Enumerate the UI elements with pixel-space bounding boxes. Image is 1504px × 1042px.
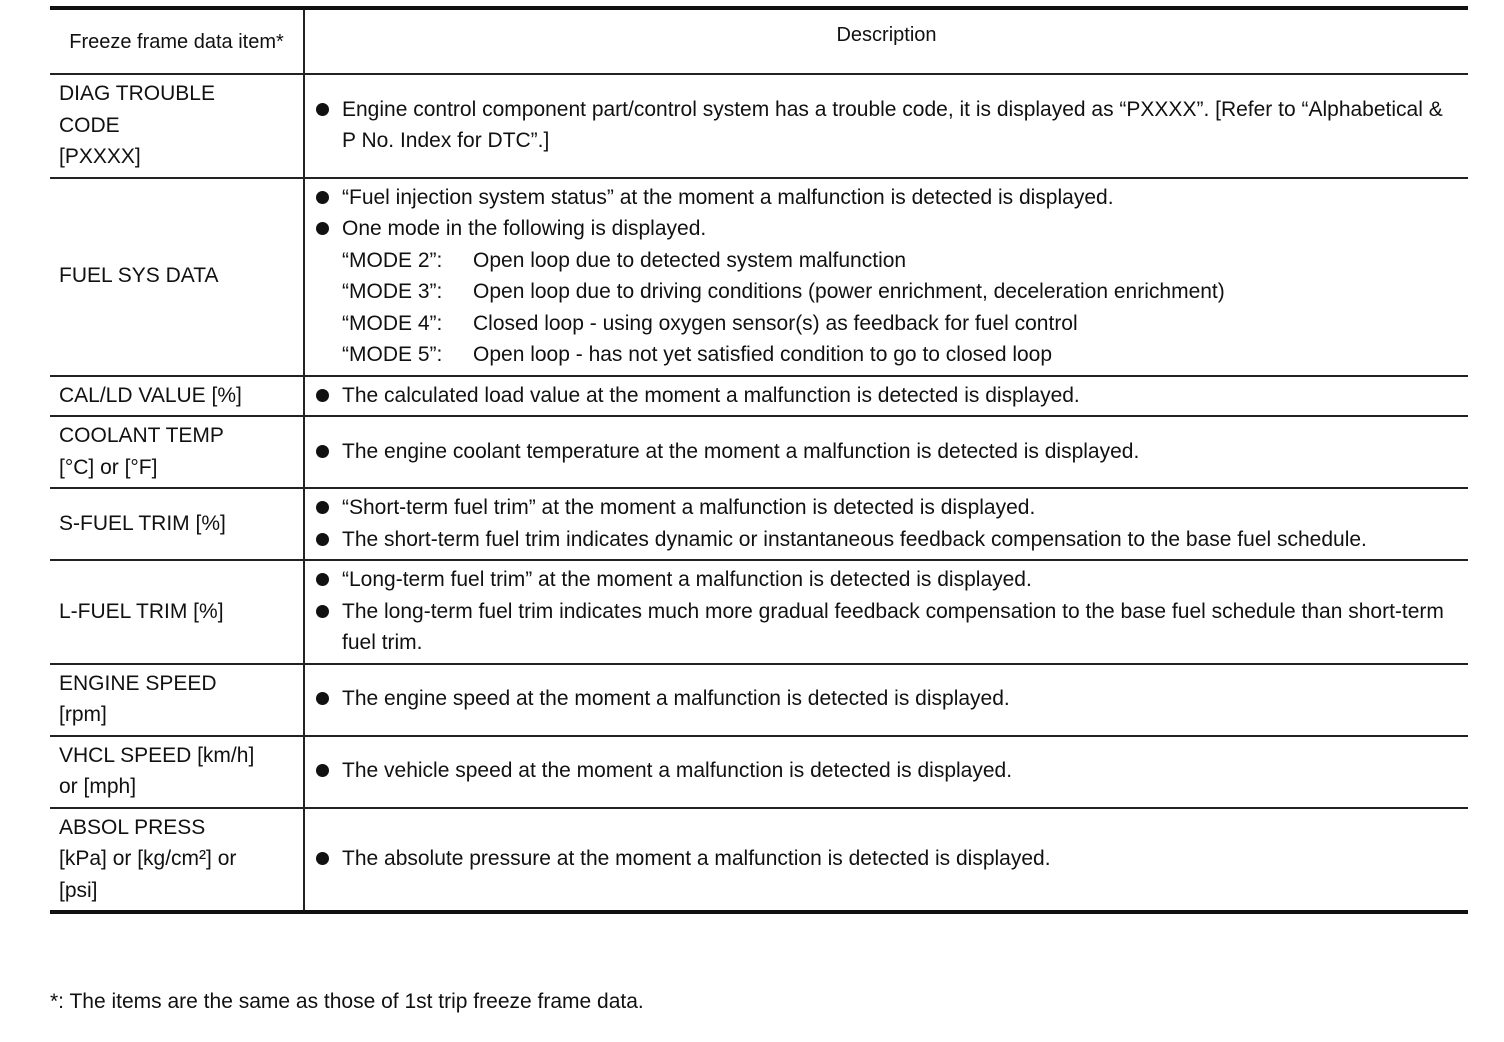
column-header-item: Freeze frame data item* — [50, 8, 304, 74]
description-cell — [304, 74, 1468, 178]
bullet-dot-icon — [316, 692, 329, 705]
bullet-item — [315, 843, 1448, 875]
column-header-description: Description — [304, 8, 1468, 74]
bullet-text: “Short-term fuel trim” at the moment a malfunction is detected is displayed. — [342, 496, 1036, 519]
mode-description: Open loop due to driving conditions (power enrichment, deceleration enrichment) — [473, 280, 1225, 303]
table-row — [50, 488, 1468, 560]
bullet-item — [315, 436, 1448, 468]
item-name-line: VHCL SPEED [km/h] — [59, 743, 255, 767]
freeze-frame-item-cell — [50, 664, 304, 736]
freeze-frame-data-table — [50, 6, 1468, 914]
bullet-text: One mode in the following is displayed. — [342, 217, 707, 240]
bullet-text: The short-term fuel trim indicates dynamic or instantaneous feedback compensation to the base fuel schedule. — [342, 527, 1367, 551]
bullet-item — [315, 380, 1448, 412]
freeze-frame-item-cell — [50, 376, 304, 417]
mode-key: “MODE 4”: — [342, 311, 443, 335]
table-row — [50, 664, 1468, 736]
description-cell — [304, 178, 1468, 376]
bullet-text: “Long-term fuel trim” at the moment a malfunction is detected is displayed. — [342, 568, 1032, 591]
bullet-text: The absolute pressure at the moment a malfunction is detected is displayed. — [342, 847, 1051, 870]
freeze-frame-item-cell — [50, 488, 304, 560]
item-name-line: [PXXXX] — [59, 145, 141, 168]
item-name-line: FUEL SYS DATA — [59, 264, 219, 288]
description-cell — [304, 560, 1468, 664]
item-name-line: CAL/LD VALUE [%] — [59, 383, 242, 407]
mode-description: Open loop due to detected system malfunction — [473, 248, 907, 272]
bullet-dot-icon — [316, 222, 329, 235]
bullet-item — [315, 213, 1448, 245]
item-name-line: [°C] or [°F] — [59, 455, 158, 479]
item-name-line: L-FUEL TRIM [%] — [59, 599, 224, 623]
bullet-dot-icon — [316, 501, 329, 514]
bullet-dot-icon — [316, 103, 329, 116]
item-name-line: S-FUEL TRIM [%] — [59, 511, 226, 535]
mode-line — [315, 276, 1448, 308]
bullet-item — [315, 683, 1448, 715]
freeze-frame-item-cell — [50, 736, 304, 808]
bullet-dot-icon — [316, 389, 329, 402]
item-name-line: or [mph] — [59, 775, 137, 798]
mode-line — [315, 339, 1448, 371]
footnote: *: The items are the same as those of 1st trip freeze frame data. — [50, 990, 644, 1013]
mode-key: “MODE 5”: — [342, 343, 443, 366]
table-row — [50, 416, 1468, 488]
table-row — [50, 376, 1468, 417]
bullet-item — [315, 755, 1448, 787]
table-row — [50, 178, 1468, 376]
freeze-frame-item-cell — [50, 178, 304, 376]
bullet-item — [315, 492, 1448, 524]
bullet-dot-icon — [316, 764, 329, 777]
bullet-text: Engine control component part/control system has a trouble code, it is displayed as “PXXXX”. [Refer to “Alphabetical & P No. Index for DTC”.] — [342, 97, 1443, 153]
item-name-line: [rpm] — [59, 703, 107, 726]
mode-key: “MODE 2”: — [342, 248, 443, 272]
table-row — [50, 74, 1468, 178]
bullet-text: “Fuel injection system status” at the moment a malfunction is detected is displayed. — [342, 185, 1114, 209]
bullet-dot-icon — [316, 605, 329, 618]
item-name-line: COOLANT TEMP — [59, 424, 224, 447]
mode-key: “MODE 3”: — [342, 280, 443, 303]
item-name-line: [kPa] or [kg/cm²] or — [59, 847, 237, 870]
description-cell — [304, 808, 1468, 913]
table-row — [50, 808, 1468, 913]
bullet-dot-icon — [316, 573, 329, 586]
bullet-item — [315, 182, 1448, 214]
bullet-text: The long-term fuel trim indicates much more gradual feedback compensation to the base fuel schedule than short-term fuel trim. — [342, 599, 1444, 654]
bullet-text: The vehicle speed at the moment a malfunction is detected is displayed. — [342, 759, 1013, 783]
item-name-line: ENGINE SPEED — [59, 671, 217, 695]
freeze-frame-item-cell — [50, 560, 304, 664]
bullet-dot-icon — [316, 533, 329, 546]
bullet-text: The calculated load value at the moment a malfunction is detected is displayed. — [342, 383, 1080, 407]
bullet-item — [315, 94, 1448, 157]
table-row — [50, 736, 1468, 808]
bullet-item — [315, 564, 1448, 596]
freeze-frame-item-cell — [50, 416, 304, 488]
item-name-line: ABSOL PRESS — [59, 815, 206, 839]
description-cell — [304, 488, 1468, 560]
mode-line — [315, 245, 1448, 277]
table-header-row — [50, 8, 1468, 74]
freeze-frame-item-cell — [50, 74, 304, 178]
description-cell — [304, 416, 1468, 488]
description-cell — [304, 664, 1468, 736]
bullet-item — [315, 524, 1448, 556]
bullet-text: The engine speed at the moment a malfunction is detected is displayed. — [342, 687, 1010, 711]
bullet-dot-icon — [316, 191, 329, 204]
mode-description: Closed loop - using oxygen sensor(s) as feedback for fuel control — [473, 311, 1078, 335]
description-cell — [304, 736, 1468, 808]
bullet-dot-icon — [316, 852, 329, 865]
item-name-line: DIAG TROUBLE — [59, 82, 215, 105]
description-cell — [304, 376, 1468, 417]
bullet-text: The engine coolant temperature at the moment a malfunction is detected is displayed. — [342, 439, 1140, 463]
freeze-frame-item-cell — [50, 808, 304, 913]
bullet-dot-icon — [316, 445, 329, 458]
item-name-line: [psi] — [59, 878, 98, 902]
freeze-frame-table-container — [50, 6, 1468, 914]
mode-description: Open loop - has not yet satisfied condition to go to closed loop — [473, 343, 1053, 366]
table-body — [50, 74, 1468, 912]
bullet-item — [315, 596, 1448, 659]
item-name-line: CODE — [59, 113, 120, 137]
table-row — [50, 560, 1468, 664]
mode-line — [315, 308, 1448, 340]
